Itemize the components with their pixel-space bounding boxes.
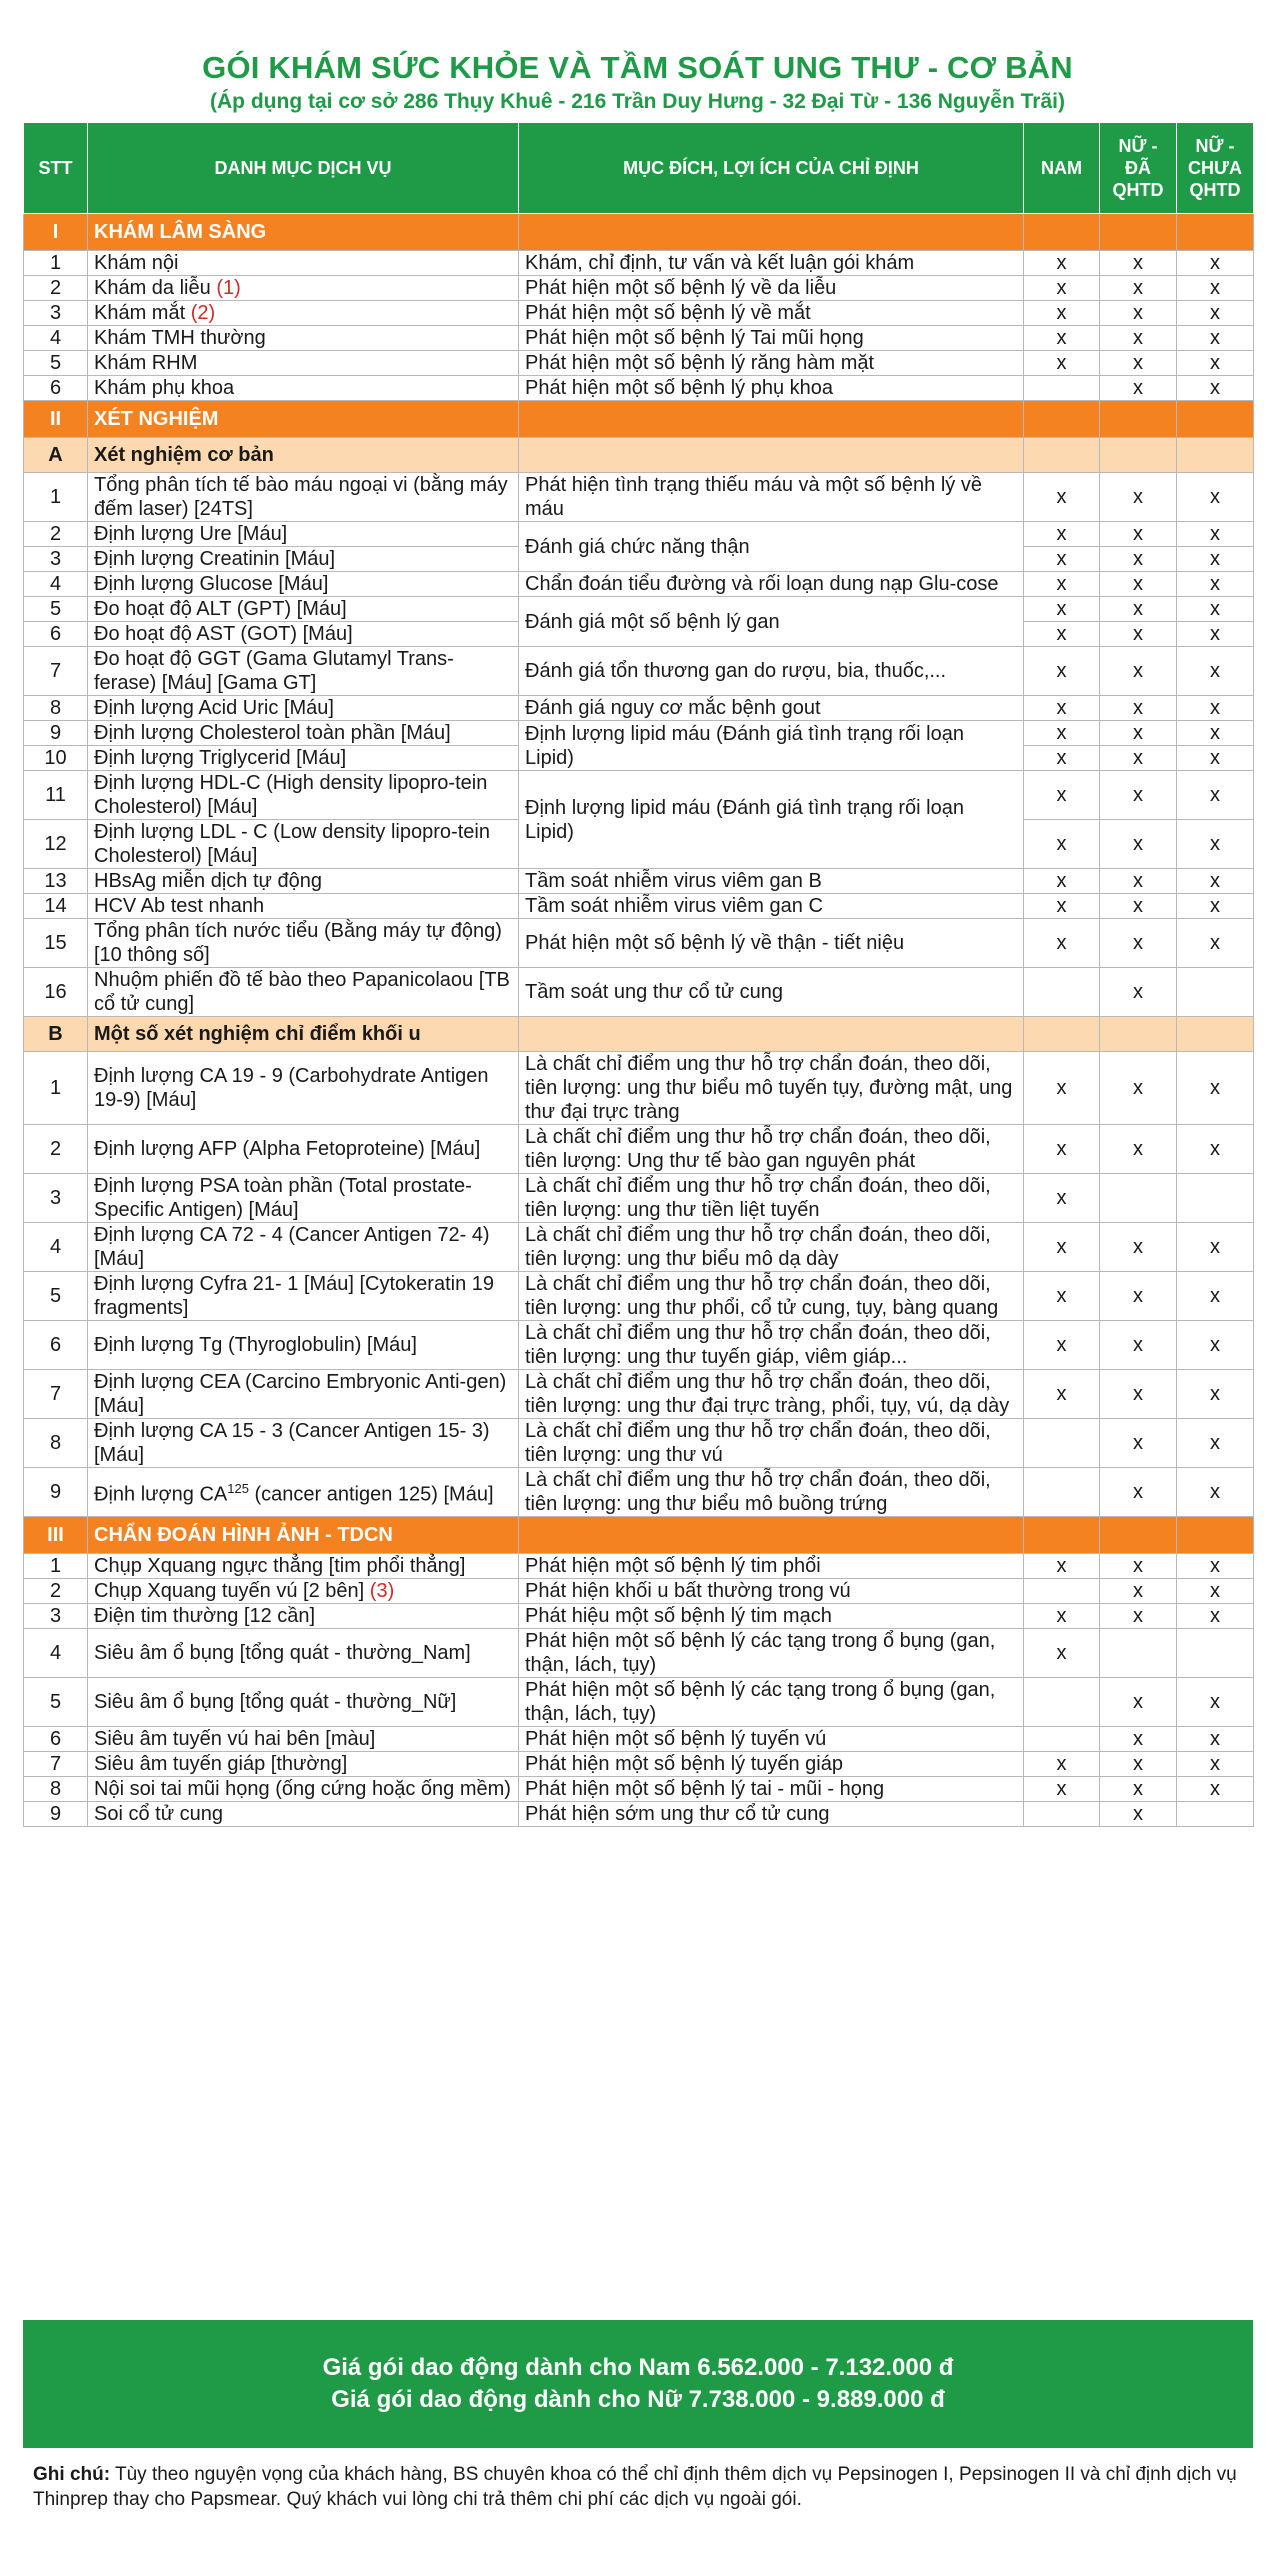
table-row: 12 Định lượng LDL - C (Low density lipopro-tein Cholesterol) [Máu] x x x	[24, 820, 1254, 869]
header-female-single: NỮ - CHƯA QHTD	[1177, 123, 1254, 214]
table-row: 1 Định lượng CA 19 - 9 (Carbohydrate Antigen 19-9) [Máu] Là chất chỉ điểm ung thư hỗ trợ chẩn đoán, theo dõi, tiên lượng: ung thư biểu mô tuyến tụy, đường mật, ung thư đại trực tràng x x x	[24, 1052, 1254, 1125]
table-row: 4 Định lượng Glucose [Máu] Chẩn đoán tiểu đường và rối loạn dung nạp Glu-cose x x x	[24, 572, 1254, 597]
price-banner	[23, 2320, 1253, 2448]
table-row: 1 Tổng phân tích tế bào máu ngoại vi (bằng máy đếm laser) [24TS] Phát hiện tình trạng thiếu máu và một số bệnh lý về máu x x x	[24, 473, 1254, 522]
section-number: II	[24, 401, 88, 438]
subsection-row	[24, 1017, 1254, 1052]
table-row: 8 Định lượng Acid Uric [Máu] Đánh giá nguy cơ mắc bệnh gout x x x	[24, 696, 1254, 721]
page-title: GÓI KHÁM SỨC KHỎE VÀ TẦM SOÁT UNG THƯ - CƠ BẢN	[202, 50, 1073, 85]
section-title: XÉT NGHIỆM	[88, 401, 519, 438]
table-row: 3 Khám mắt (2) Phát hiện một số bệnh lý về mắt x x x	[24, 301, 1254, 326]
price-female: Giá gói dao động dành cho Nữ 7.738.000 - 9.889.000 đ	[331, 2386, 945, 2413]
table-row: 7 Định lượng CEA (Carcino Embryonic Anti-gen) [Máu] Là chất chỉ điểm ung thư hỗ trợ chẩn đoán, theo dõi, tiên lượng: ung thư đại trực tràng, phổi, tụy, vú, dạ dày x x x	[24, 1370, 1254, 1419]
footnote	[33, 2462, 1248, 2512]
price-male: Giá gói dao động dành cho Nam 6.562.000 - 7.132.000 đ	[322, 2354, 954, 2381]
subsection-title: Xét nghiệm cơ bản	[88, 438, 519, 473]
service-table	[23, 122, 1254, 1827]
table-row: 4 Khám TMH thường Phát hiện một số bệnh lý Tai mũi họng x x x	[24, 326, 1254, 351]
table-row: 3 Định lượng Creatinin [Máu] x x x	[24, 547, 1254, 572]
section-number: I	[24, 214, 88, 251]
table-row: 6 Khám phụ khoa Phát hiện một số bệnh lý phụ khoa x x	[24, 376, 1254, 401]
table-row: 4 Siêu âm ổ bụng [tổng quát - thường_Nam] Phát hiện một số bệnh lý các tạng trong ổ bụng (gan, thận, lách, tụy) x	[24, 1629, 1254, 1678]
header-male: NAM	[1024, 123, 1100, 214]
table-row: 6 Định lượng Tg (Thyroglobulin) [Máu] Là chất chỉ điểm ung thư hỗ trợ chẩn đoán, theo dõi, tiên lượng: ung thư tuyến giáp, viêm giáp... x x x	[24, 1321, 1254, 1370]
footnote-ref: (1)	[216, 277, 241, 299]
table-row: 8 Định lượng CA 15 - 3 (Cancer Antigen 15- 3) [Máu] Là chất chỉ điểm ung thư hỗ trợ chẩn đoán, theo dõi, tiên lượng: ung thư vú x x	[24, 1419, 1254, 1468]
subsection-number: B	[24, 1017, 88, 1052]
subsection-number: A	[24, 438, 88, 473]
table-row: 10 Định lượng Triglycerid [Máu] x x x	[24, 746, 1254, 771]
table-row: 3 Định lượng PSA toàn phần (Total prostate-Specific Antigen) [Máu] Là chất chỉ điểm ung thư hỗ trợ chẩn đoán, theo dõi, tiên lượng: ung thư tiền liệt tuyến x	[24, 1174, 1254, 1223]
table-row: 8 Nội soi tai mũi họng (ống cứng hoặc ống mềm) Phát hiện một số bệnh lý tai - mũi - họng x x x	[24, 1777, 1254, 1802]
table-row: 5 Khám RHM Phát hiện một số bệnh lý răng hàm mặt x x x	[24, 351, 1254, 376]
section-number: III	[24, 1517, 88, 1554]
subsection-title: Một số xét nghiệm chỉ điểm khối u	[88, 1017, 519, 1052]
table-row: 13 HBsAg miễn dịch tự động Tầm soát nhiễm virus viêm gan B x x x	[24, 869, 1254, 894]
table-row: 2 Định lượng Ure [Máu] Đánh giá chức năng thận x x x	[24, 522, 1254, 547]
table-row: 5 Siêu âm ổ bụng [tổng quát - thường_Nữ] Phát hiện một số bệnh lý các tạng trong ổ bụng (gan, thận, lách, tụy) x x	[24, 1678, 1254, 1727]
table-row: 5 Định lượng Cyfra 21- 1 [Máu] [Cytokeratin 19 fragments] Là chất chỉ điểm ung thư hỗ trợ chẩn đoán, theo dõi, tiên lượng: ung thư phổi, cổ tử cung, tụy, bàng quang x x x	[24, 1272, 1254, 1321]
footnote-ref: (3)	[369, 1580, 395, 1602]
table-row: 2 Định lượng AFP (Alpha Fetoproteine) [Máu] Là chất chỉ điểm ung thư hỗ trợ chẩn đoán, theo dõi, tiên lượng: Ung thư tế bào gan nguyên phát x x x	[24, 1125, 1254, 1174]
page-subtitle: (Áp dụng tại cơ sở 286 Thụy Khuê - 216 Trần Duy Hưng - 32 Đại Từ - 136 Nguyễn Trãi)	[210, 90, 1065, 113]
table-row: 1 Khám nội Khám, chỉ định, tư vấn và kết luận gói khám x x x	[24, 251, 1254, 276]
header-purpose: MỤC ĐÍCH, LỢI ÍCH CỦA CHỈ ĐỊNH	[519, 123, 1024, 214]
section-row	[24, 1517, 1254, 1554]
table-row: 11 Định lượng HDL-C (High density lipopro-tein Cholesterol) [Máu] Định lượng lipid máu (Đánh giá tình trạng rối loạn Lipid) x x x	[24, 771, 1254, 820]
section-title: CHẨN ĐOÁN HÌNH ẢNH - TDCN	[88, 1517, 519, 1554]
section-title: KHÁM LÂM SÀNG	[88, 214, 519, 251]
header-female-married: NỮ - ĐÃ QHTD	[1100, 123, 1177, 214]
subsection-row	[24, 438, 1254, 473]
table-row: 14 HCV Ab test nhanh Tầm soát nhiễm virus viêm gan C x x x	[24, 894, 1254, 919]
table-row: 15 Tổng phân tích nước tiểu (Bằng máy tự động) [10 thông số] Phát hiện một số bệnh lý về thận - tiết niệu x x x	[24, 919, 1254, 968]
footnote-text: Tùy theo nguyện vọng của khách hàng, BS chuyên khoa có thể chỉ định thêm dịch vụ Pepsinogen I, Pepsinogen II và chỉ định dịch vụ Thinprep thay cho Papsmear. Quý khách vui lòng chi trả thêm chi phí các dịch vụ ngoài gói.	[33, 2464, 1237, 2510]
table-row: 7 Siêu âm tuyến giáp [thường] Phát hiện một số bệnh lý tuyến giáp x x x	[24, 1752, 1254, 1777]
header-service: DANH MỤC DỊCH VỤ	[88, 123, 519, 214]
table-row: 6 Đo hoạt độ AST (GOT) [Máu] x x x	[24, 622, 1254, 647]
table-row: 2 Khám da liễu (1) Phát hiện một số bệnh lý về da liễu x x x	[24, 276, 1254, 301]
table-row: 16 Nhuộm phiến đồ tế bào theo Papanicolaou [TB cổ tử cung] Tầm soát ung thư cổ tử cung x	[24, 968, 1254, 1017]
table-row: 5 Đo hoạt độ ALT (GPT) [Máu] Đánh giá một số bệnh lý gan x x x	[24, 597, 1254, 622]
table-row: 7 Đo hoạt độ GGT (Gama Glutamyl Trans-ferase) [Máu] [Gama GT] Đánh giá tổn thương gan do rượu, bia, thuốc,... x x x	[24, 647, 1254, 696]
section-row	[24, 214, 1254, 251]
table-row: 6 Siêu âm tuyến vú hai bên [màu] Phát hiện một số bệnh lý tuyến vú x x	[24, 1727, 1254, 1752]
table-row: 9 Soi cổ tử cung Phát hiện sớm ung thư cổ tử cung x	[24, 1802, 1254, 1827]
table-row: 3 Điện tim thường [12 cần] Phát hiệu một số bệnh lý tim mạch x x x	[24, 1604, 1254, 1629]
table-row: 9 Định lượng Cholesterol toàn phần [Máu] Định lượng lipid máu (Đánh giá tình trạng rối loạn Lipid) x x x	[24, 721, 1254, 746]
table-row: 9 Định lượng CA$^{125}$ (cancer antigen 125) [Máu] Là chất chỉ điểm ung thư hỗ trợ chẩn đoán, theo dõi, tiên lượng: ung thư biểu mô buồng trứng x x	[24, 1468, 1254, 1517]
header-stt: STT	[24, 123, 88, 214]
table-header-row	[24, 123, 1254, 214]
footnote-ref: (2)	[190, 302, 216, 324]
table-row: 4 Định lượng CA 72 - 4 (Cancer Antigen 72- 4) [Máu] Là chất chỉ điểm ung thư hỗ trợ chẩn đoán, theo dõi, tiên lượng: ung thư biểu mô dạ dày x x x	[24, 1223, 1254, 1272]
table-row: 1 Chụp Xquang ngực thẳng [tim phổi thẳng] Phát hiện một số bệnh lý tim phổi x x x	[24, 1554, 1254, 1579]
section-row	[24, 401, 1254, 438]
footnote-label: Ghi chú:	[33, 2464, 111, 2485]
table-row: 2 Chụp Xquang tuyến vú [2 bên] (3) Phát hiện khối u bất thường trong vú x x	[24, 1579, 1254, 1604]
